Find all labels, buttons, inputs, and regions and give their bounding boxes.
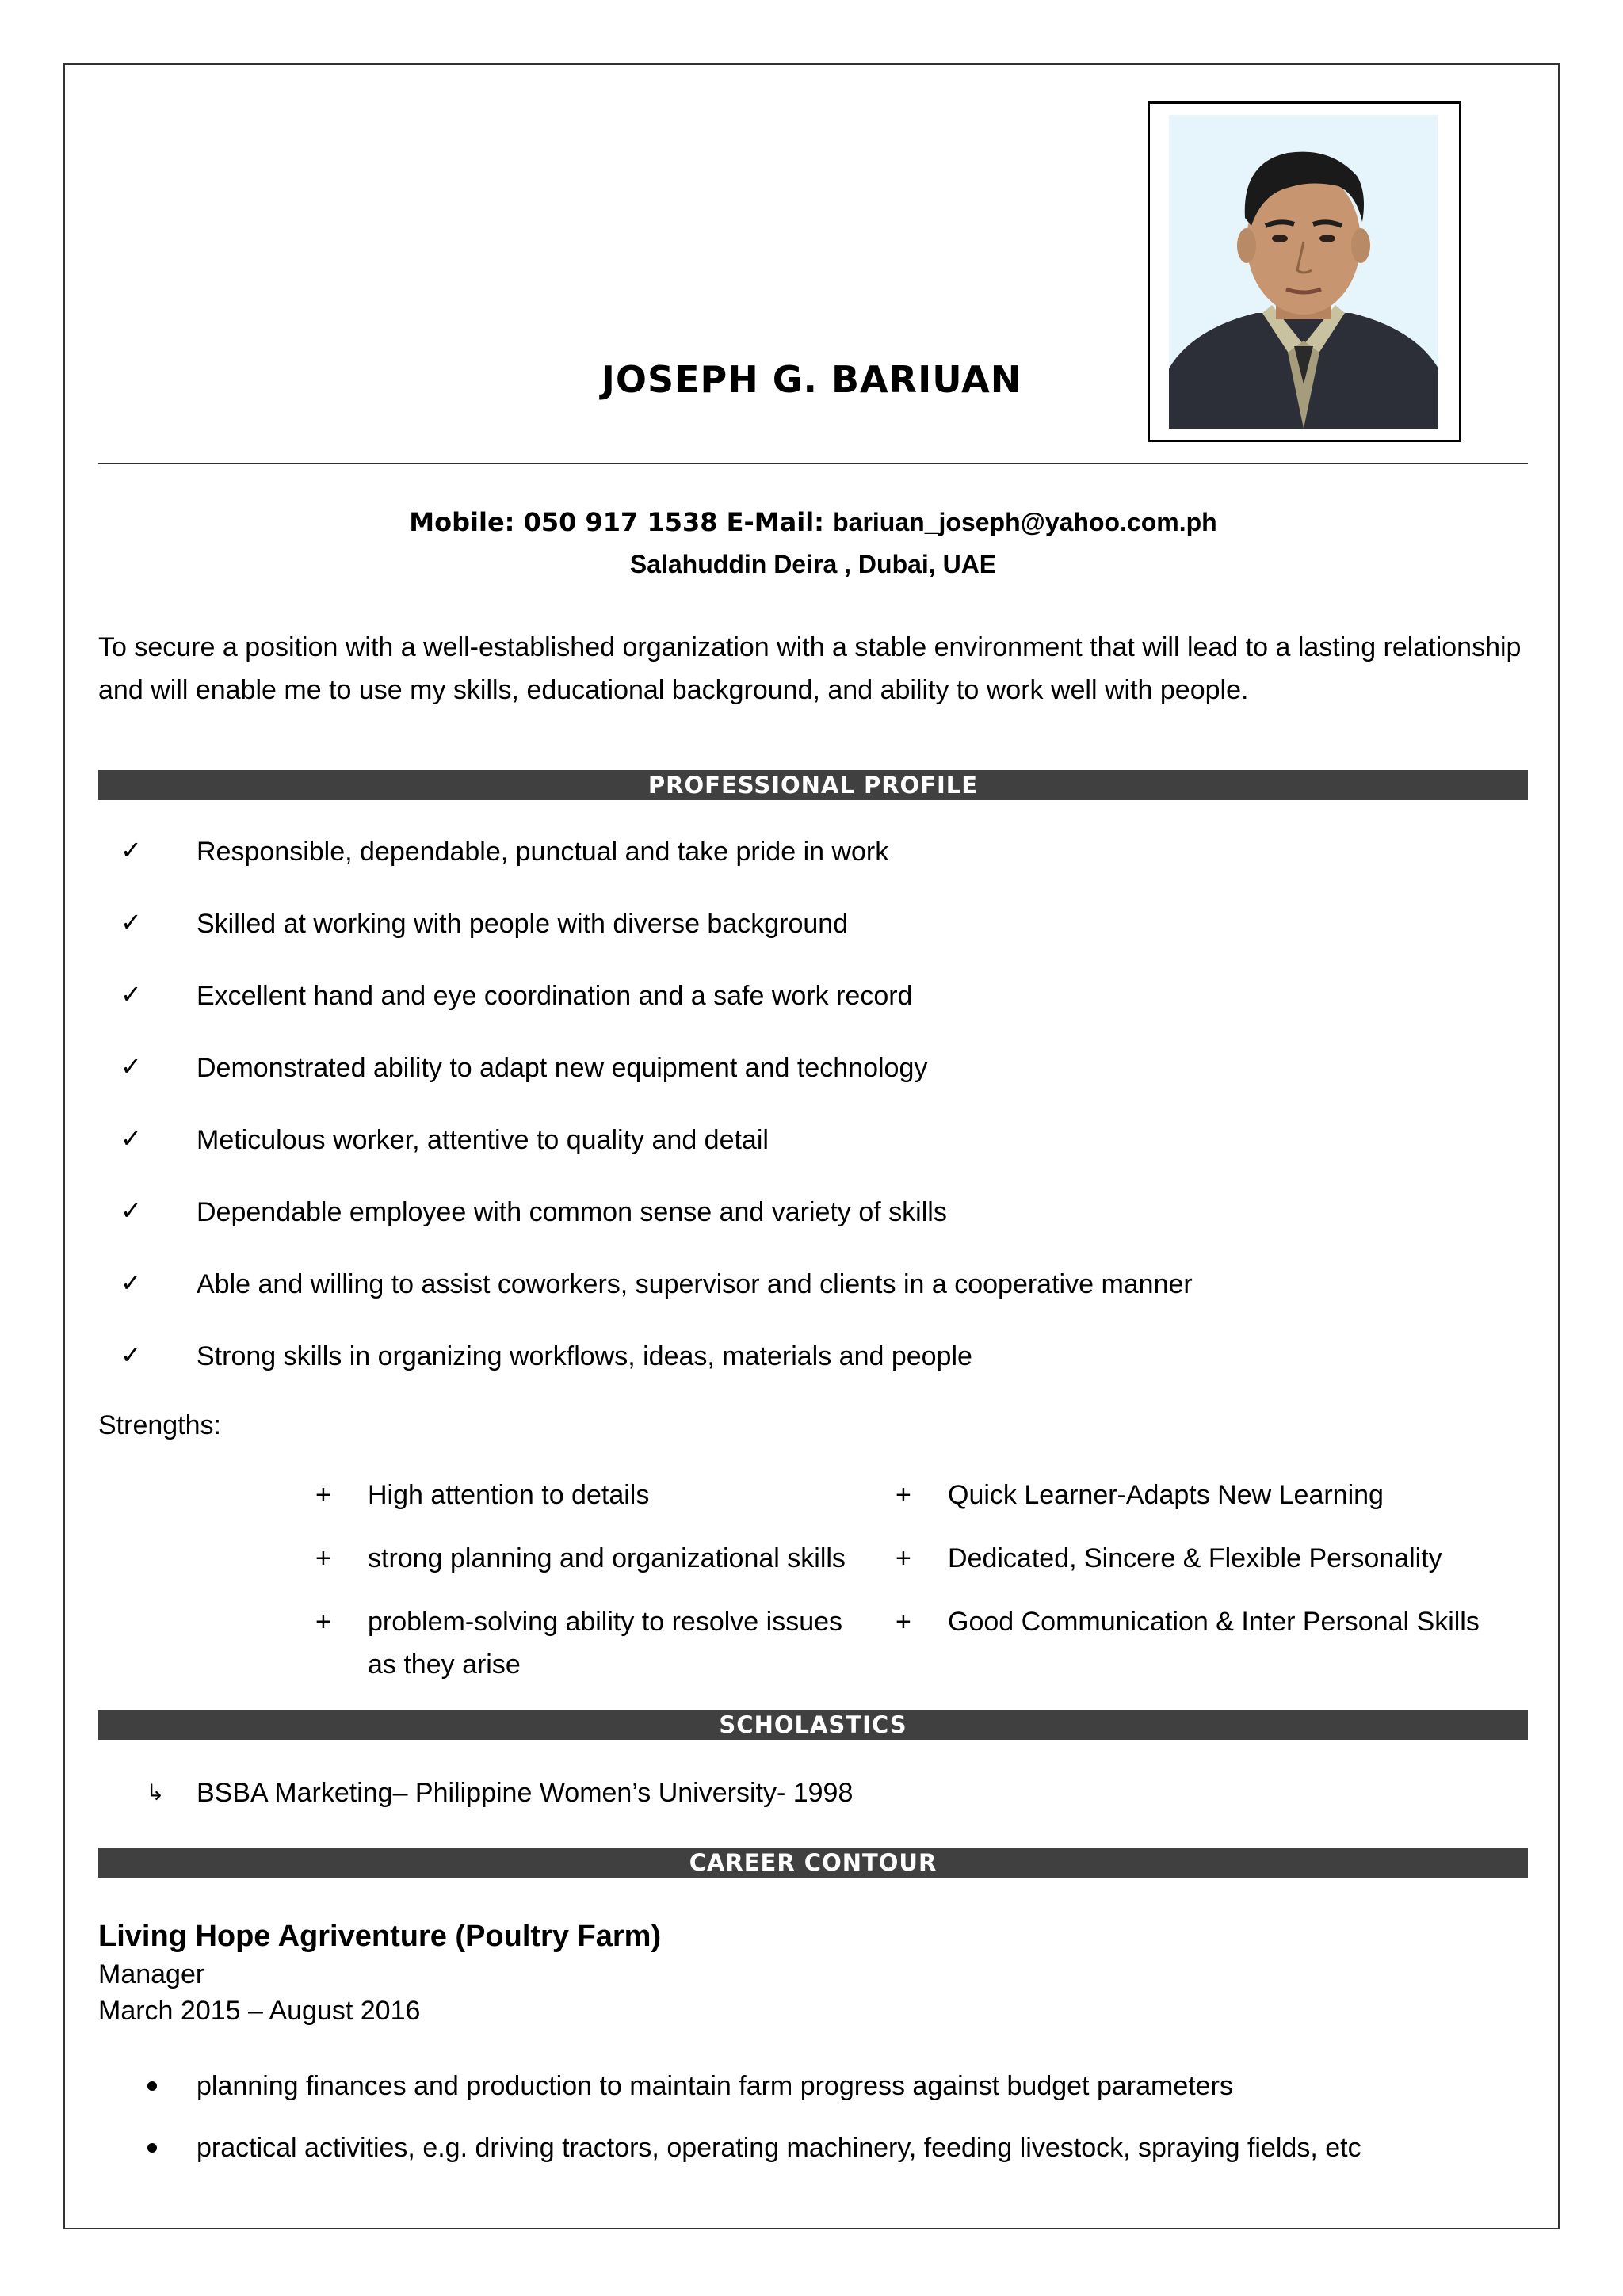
profile-item-text: Responsible, dependable, punctual and take pride in work [197, 837, 889, 867]
plus-icon: + [896, 1543, 911, 1573]
profile-list [98, 830, 1528, 1407]
plus-icon: + [896, 1607, 911, 1637]
strength-text: Good Communication & Inter Personal Skills [948, 1607, 1480, 1637]
strength-item [896, 1474, 1529, 1516]
arrow-down-right-icon: ↳ [146, 1779, 165, 1806]
profile-item [98, 1119, 1528, 1191]
checkmark-icon: ✓ [120, 1051, 142, 1081]
checkmark-icon: ✓ [120, 1268, 142, 1298]
strength-item [315, 1537, 870, 1580]
strength-item [315, 1474, 870, 1516]
duty-item [98, 2065, 1528, 2107]
profile-item-text: Dependable employee with common sense and variety of skills [197, 1197, 947, 1227]
section-scholastics: SCHOLASTICS [98, 1710, 1528, 1740]
checkmark-icon: ✓ [120, 979, 142, 1009]
checkmark-icon: ✓ [120, 1340, 142, 1370]
strengths-label: Strengths: [98, 1410, 221, 1440]
job-role: Manager [98, 1959, 205, 1989]
profile-item [98, 1263, 1528, 1335]
header-divider [98, 463, 1528, 464]
candidate-name: JOSEPH G. BARIUAN [601, 358, 1022, 401]
bullet-icon [147, 2081, 157, 2091]
profile-item [98, 830, 1528, 902]
bullet-icon [147, 2143, 157, 2153]
job-period: March 2015 – August 2016 [98, 1996, 421, 2026]
plus-icon: + [315, 1543, 331, 1573]
strength-text: High attention to details [368, 1480, 650, 1510]
education-item [98, 1772, 853, 1814]
strength-item [896, 1537, 1529, 1580]
profile-item [98, 974, 1528, 1047]
objective-statement: To secure a position with a well-established organization with a stable environment that will lead to a lasting relationship and will enable me to use my skills, educational background, and ability to work well with people. [98, 632, 1522, 705]
section-professional-profile: PROFESSIONAL PROFILE [98, 770, 1528, 800]
duty-item [98, 2126, 1528, 2169]
profile-item-text: Able and willing to assist coworkers, supervisor and clients in a cooperative manner [197, 1269, 1193, 1299]
checkmark-icon: ✓ [120, 907, 142, 937]
plus-icon: + [896, 1480, 911, 1510]
profile-item-text: Strong skills in organizing workflows, ideas, materials and people [197, 1341, 972, 1371]
profile-item [98, 1047, 1528, 1119]
duty-text: practical activities, e.g. driving tractors, operating machinery, feeding livestock, spraying fields, etc [197, 2133, 1361, 2163]
checkmark-icon: ✓ [120, 1196, 142, 1226]
profile-item [98, 1335, 1528, 1407]
contact-line [98, 507, 1528, 537]
strength-item [315, 1600, 870, 1686]
strength-text: Dedicated, Sincere & Flexible Personality [948, 1543, 1442, 1573]
email-address[interactable]: bariuan_joseph@yahoo.com.ph [833, 508, 1217, 536]
profile-item [98, 1191, 1528, 1263]
mobile-label: Mobile: [409, 507, 515, 537]
strength-text: Quick Learner-Adapts New Learning [948, 1480, 1384, 1510]
address: Salahuddin Deira , Dubai, UAE [629, 550, 997, 578]
checkmark-icon: ✓ [120, 1123, 142, 1154]
profile-item-text: Skilled at working with people with diverse background [197, 909, 849, 939]
mobile-number: 050 917 1538 [523, 507, 718, 537]
duty-text: planning finances and production to maintain farm progress against budget parameters [197, 2071, 1233, 2101]
plus-icon: + [315, 1607, 331, 1637]
profile-item-text: Excellent hand and eye coordination and a safe work record [197, 981, 913, 1011]
strength-item [896, 1600, 1529, 1643]
profile-item-text: Meticulous worker, attentive to quality and detail [197, 1125, 769, 1155]
plus-icon: + [315, 1480, 331, 1510]
email-label: E-Mail: [726, 507, 824, 537]
education-text: BSBA Marketing– Philippine Women’s University- 1998 [197, 1778, 854, 1808]
checkmark-icon: ✓ [120, 835, 142, 865]
profile-item [98, 902, 1528, 974]
profile-item-text: Demonstrated ability to adapt new equipment and technology [197, 1053, 928, 1083]
section-career-contour: CAREER CONTOUR [98, 1848, 1528, 1878]
strength-text: problem-solving ability to resolve issues as they arise [368, 1607, 843, 1680]
job-company: Living Hope Agriventure (Poultry Farm) [98, 1920, 662, 1953]
strength-text: strong planning and organizational skills [368, 1543, 846, 1573]
